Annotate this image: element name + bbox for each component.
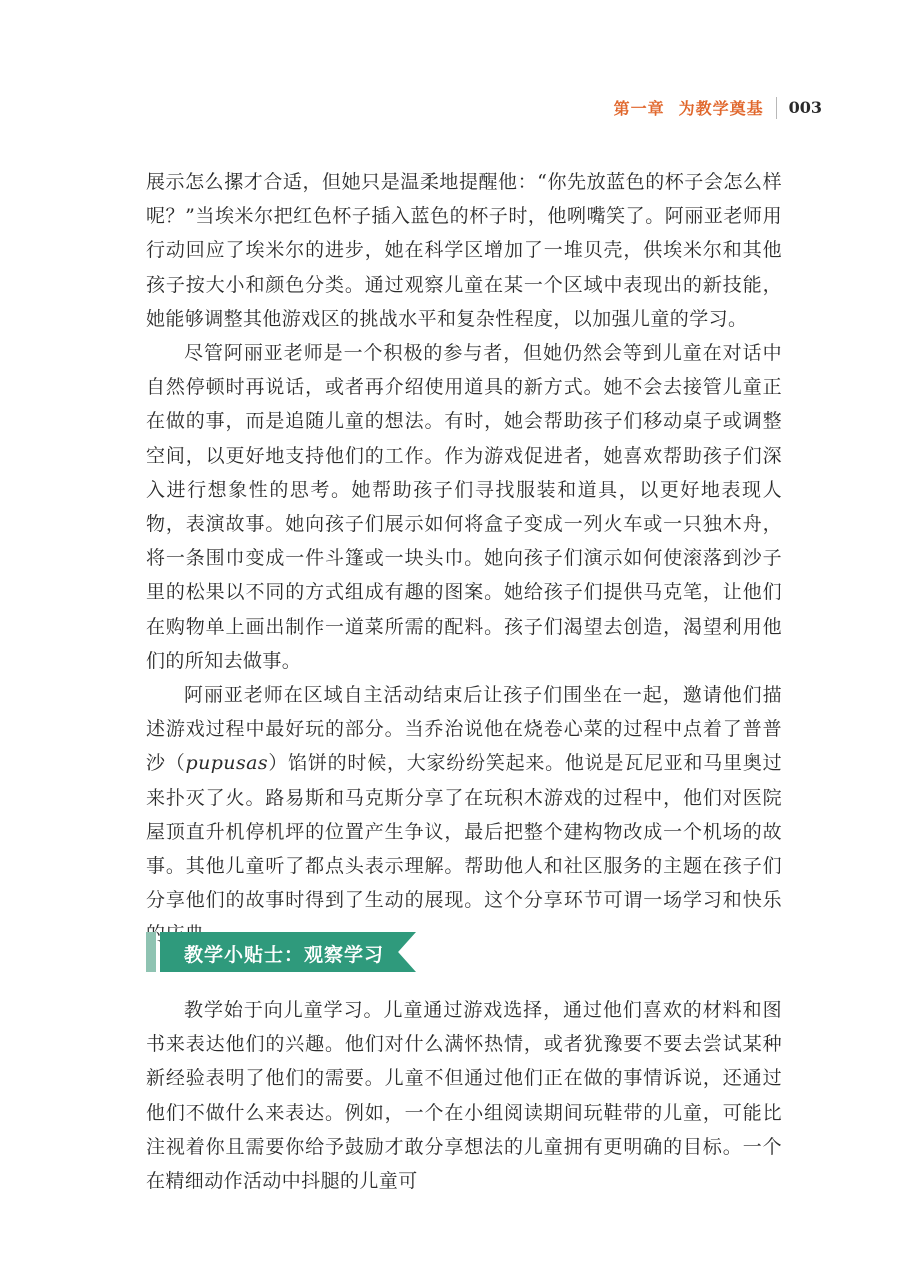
page-number: 003 (788, 98, 822, 117)
paragraph-1: 展示怎么摞才合适，但她只是温柔地提醒他：“你先放蓝色的杯子会怎么样呢？”当埃米尔把红色杯子插入蓝色的杯子时，他咧嘴笑了。阿丽亚老师用行动回应了埃米尔的进步，她在科学区增加了一堆贝壳，供埃米尔和其他孩子按大小和颜色分类。通过观察儿童在某一个区域中表现出的新技能，她能够调整其他游戏区的挑战水平和复杂性程度，以加强儿童的学习。 (146, 171, 782, 330)
paragraph-2: 尽管阿丽亚老师是一个积极的参与者，但她仍然会等到儿童在对话中自然停顿时再说话，或者再介绍使用道具的新方式。她不会去接管儿童正在做的事，而是追随儿童的想法。有时，她会帮助孩子们移动桌子或调整空间，以更好地支持他们的工作。作为游戏促进者，她喜欢帮助孩子们深入进行想象性的思考。她帮助孩子们寻找服装和道具，以更好地表现人物，表演故事。她向孩子们展示如何将盒子变成一列火车或一只独木舟，将一条围巾变成一件斗篷或一块头巾。她向孩子们演示如何使滚落到沙子里的松果以不同的方式组成有趣的图案。她给孩子们提供马克笔，让他们在购物单上画出制作一道菜所需的配料。孩子们渴望去创造，渴望利用他们的所知去做事。 (146, 342, 782, 672)
main-text-block (146, 165, 782, 952)
chapter-title: 为教学奠基 (678, 99, 764, 118)
pupusas-term: pupusas (185, 752, 268, 775)
running-header (614, 96, 822, 119)
paragraph-3-part-1: 阿丽亚老师在区域自主活动结束后让孩子们围坐在一起，邀请他们描述游戏过程中最好玩的部分。当乔治说他在烧卷心菜的过程中点着了普普沙（ (146, 684, 782, 775)
header-divider (776, 97, 777, 119)
paragraph-3-part-2: ）馅饼的时候，大家纷纷笑起来。他说是瓦尼亚和马里奥过来扑灭了火。路易斯和马克斯分享了在玩积木游戏的过程中，他们对医院屋顶直升机停机坪的位置产生争议，最后把整个建构物改成一个机场的故事。其他儿童听了都点头表示理解。帮助他人和社区服务的主题在孩子们分享他们的故事时得到了生动的展现。这个分享环节可谓一场学习和快乐 (146, 752, 782, 912)
paragraph-4: 教学始于向儿童学习。儿童通过游戏选择，通过他们喜欢的材料和图书来表达他们的兴趣。他们对什么满怀热情，或者犹豫要不要去尝试某种新经验表明了他们的需要。儿童不但通过他们正在做的事情诉说，还通过他们不做什么来表达。例如，一个在小组阅读期间玩鞋带的儿童，可能比注视着你且需要你给予鼓励才敢分享想法的儿童拥有更明确的目标。一个在精细动作活动中抖腿的儿童可 (146, 999, 782, 1193)
banner-light-tab (146, 932, 156, 972)
chapter-label: 第一章 (613, 99, 665, 118)
paragraph-3 (146, 678, 782, 952)
tip-banner (146, 932, 416, 972)
tip-title: 教学小贴士：观察学习 (184, 944, 385, 966)
tip-text-block (146, 993, 782, 1198)
